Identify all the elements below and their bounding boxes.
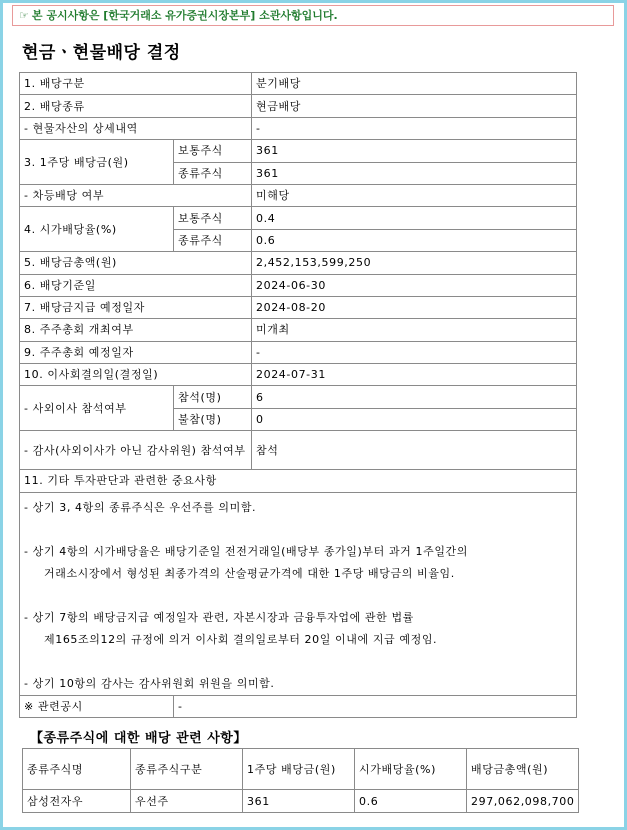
column-header: 시가배당율(%) <box>355 749 467 790</box>
pointing-hand-icon: ☞ <box>19 9 29 22</box>
sub-label: 보통주식 <box>174 207 252 229</box>
row-label: 6. 배당기준일 <box>20 274 252 296</box>
note-line: - 상기 4항의 시가배당율은 배당기준일 전전거래일(배당부 종가일)부터 과거 1주일간의 <box>24 544 469 558</box>
table-cell: 297,062,098,700 <box>467 790 579 813</box>
row-value: 0.6 <box>252 229 577 251</box>
row-value: 361 <box>252 140 577 162</box>
jurisdiction-notice <box>12 5 614 26</box>
table-cell: 361 <box>243 790 355 813</box>
row-value: 분기배당 <box>252 73 577 95</box>
note-line: - 상기 10항의 감사는 감사위원회 위원을 의미함. <box>24 676 275 690</box>
row-label: 7. 배당금지급 예정일자 <box>20 296 252 318</box>
table-row <box>20 431 577 470</box>
table-row <box>20 73 577 95</box>
row-label: 8. 주주총회 개최여부 <box>20 319 252 341</box>
sub-label: 종류주식 <box>174 162 252 184</box>
row-label: - 감사(사외이사가 아닌 감사위원) 참석여부 <box>20 431 252 470</box>
row-label: ※ 관련공시 <box>20 695 174 717</box>
row-label: 2. 배당종류 <box>20 95 252 117</box>
table-cell: 삼성전자우 <box>23 790 131 813</box>
row-label: 1. 배당구분 <box>20 73 252 95</box>
table-row <box>20 95 577 117</box>
table-row <box>20 252 577 274</box>
row-value: 6 <box>252 386 577 408</box>
row-value: 0.4 <box>252 207 577 229</box>
row-value: 361 <box>252 162 577 184</box>
table-row <box>20 695 577 717</box>
dividend-decision-table <box>19 72 577 718</box>
table-row <box>20 319 577 341</box>
row-label: 11. 기타 투자판단과 관련한 중요사항 <box>20 470 577 492</box>
table-row <box>23 790 579 813</box>
table-row <box>20 470 577 492</box>
notice-text: 본 공시사항은 [한국거래소 유가증권시장본부] 소관사항입니다. <box>31 9 338 22</box>
note-line: - 상기 3, 4항의 종류주식은 우선주를 의미함. <box>24 500 257 514</box>
table-row <box>20 341 577 363</box>
note-line: 제165조의12의 규정에 의거 이사회 결의일로부터 20일 이내에 지급 예정임. <box>44 632 438 646</box>
table-row <box>20 386 577 408</box>
table-row <box>20 296 577 318</box>
row-value: 2024-06-30 <box>252 274 577 296</box>
table-row <box>20 274 577 296</box>
row-value: - <box>252 117 577 139</box>
preferred-dividend-table <box>22 748 579 813</box>
important-notes <box>20 492 577 695</box>
row-label: 9. 주주총회 예정일자 <box>20 341 252 363</box>
note-line: 거래소시장에서 형성된 최종가격의 산술평균가격에 대한 1주당 배당금의 비율임. <box>44 566 455 580</box>
table-row <box>20 364 577 386</box>
table-row <box>20 184 577 206</box>
table-row <box>20 117 577 139</box>
note-line: - 상기 7항의 배당금지급 예정일자 관련, 자본시장과 금융투자업에 관한 법률 <box>24 610 414 624</box>
row-value: 2,452,153,599,250 <box>252 252 577 274</box>
sub-label: 불참(명) <box>174 408 252 430</box>
row-value: - <box>174 695 577 717</box>
table-cell: 0.6 <box>355 790 467 813</box>
row-value: 참석 <box>252 431 577 470</box>
column-header: 1주당 배당금(원) <box>243 749 355 790</box>
row-label: - 차등배당 여부 <box>20 184 252 206</box>
row-value: 현금배당 <box>252 95 577 117</box>
row-value: 미해당 <box>252 184 577 206</box>
row-label: 3. 1주당 배당금(원) <box>20 140 174 185</box>
sub-label: 종류주식 <box>174 229 252 251</box>
table-row <box>20 492 577 695</box>
row-label: - 사외이사 참석여부 <box>20 386 174 431</box>
row-label: - 현물자산의 상세내역 <box>20 117 252 139</box>
row-value: 2024-08-20 <box>252 296 577 318</box>
table-row <box>20 207 577 229</box>
table-cell: 우선주 <box>131 790 243 813</box>
row-label: 4. 시가배당율(%) <box>20 207 174 252</box>
row-value: 2024-07-31 <box>252 364 577 386</box>
column-header: 종류주식구분 <box>131 749 243 790</box>
table-row <box>20 140 577 162</box>
table-header-row <box>23 749 579 790</box>
row-value: - <box>252 341 577 363</box>
sub-label: 참석(명) <box>174 386 252 408</box>
sub-label: 보통주식 <box>174 140 252 162</box>
row-value: 미개최 <box>252 319 577 341</box>
column-header: 종류주식명 <box>23 749 131 790</box>
row-label: 5. 배당금총액(원) <box>20 252 252 274</box>
column-header: 배당금총액(원) <box>467 749 579 790</box>
row-value: 0 <box>252 408 577 430</box>
preferred-dividend-section-title: 【종류주식에 대한 배당 관련 사항】 <box>30 731 247 746</box>
row-label: 10. 이사회결의일(결정일) <box>20 364 252 386</box>
page-title: 현금ㆍ현물배당 결정 <box>22 43 181 63</box>
